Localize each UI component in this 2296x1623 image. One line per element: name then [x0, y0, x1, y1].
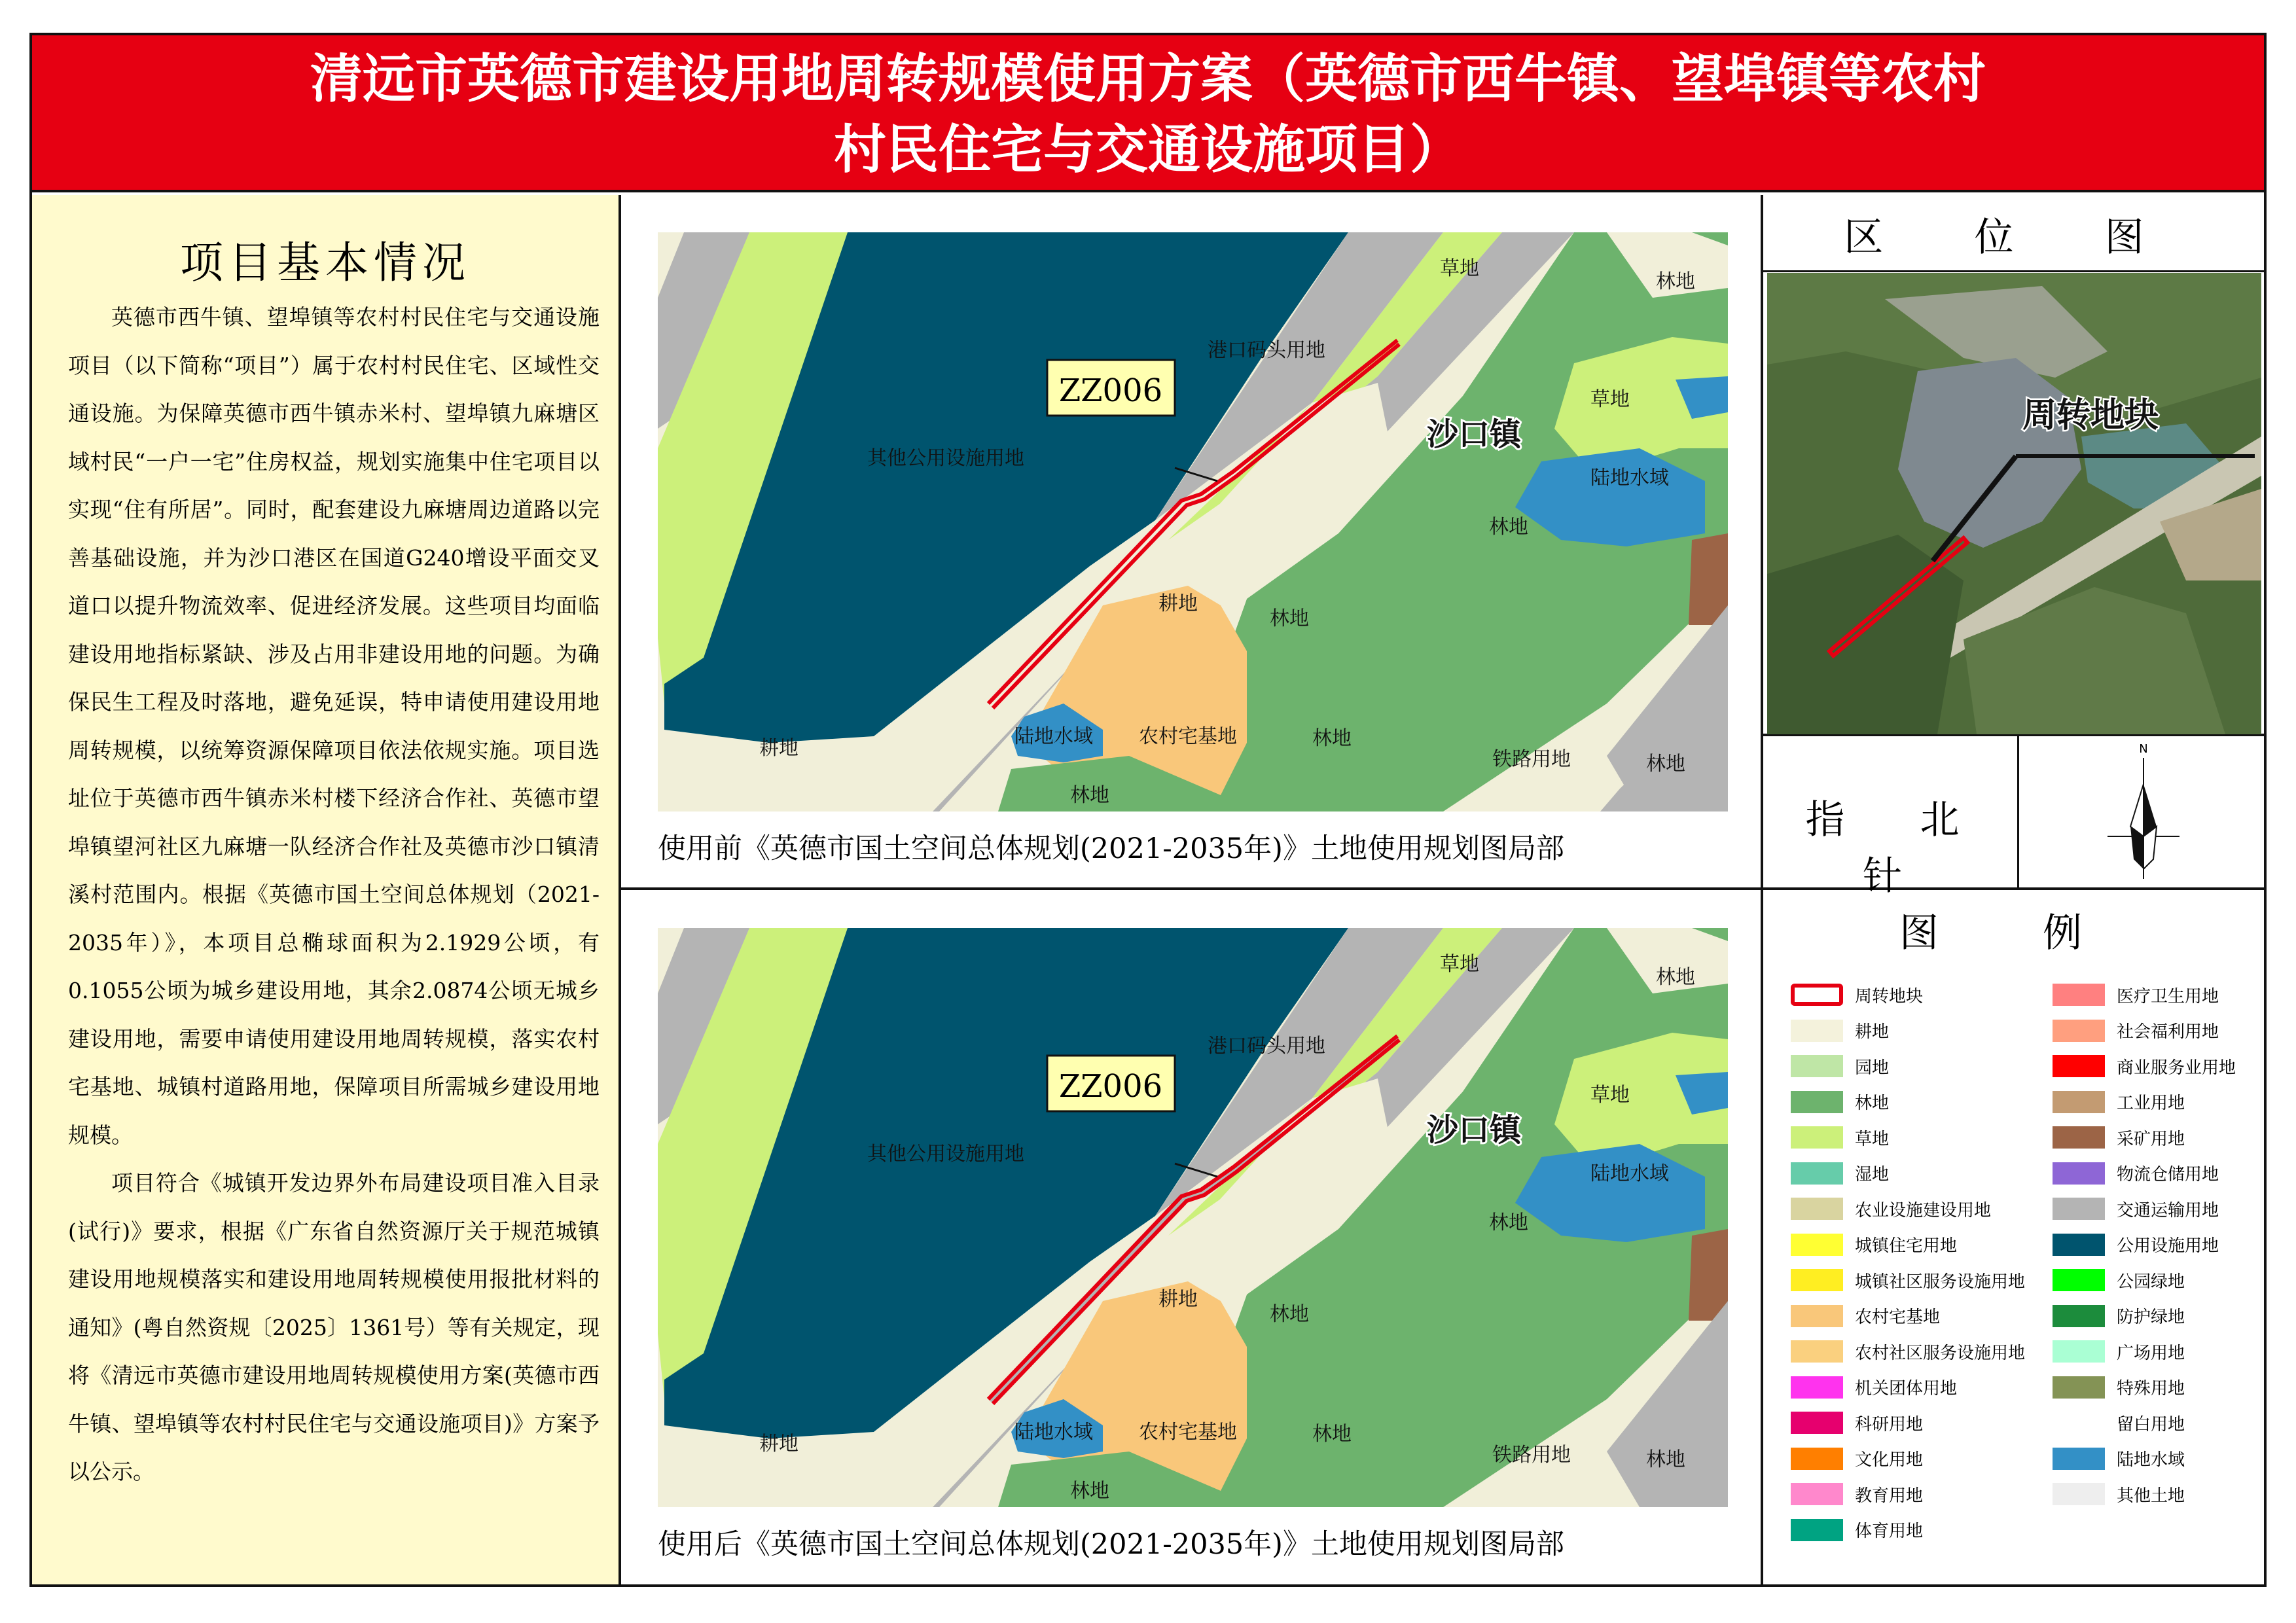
legend-label: 广场用地 [2117, 1343, 2185, 1363]
label-town: 沙口镇 [1427, 1112, 1522, 1149]
legend-label: 医疗卫生用地 [2117, 986, 2219, 1007]
legend-swatch [2053, 1305, 2105, 1327]
label-homestead: 农村宅基地 [1139, 1421, 1237, 1444]
legend-label: 商业服务业用地 [2117, 1058, 2236, 1078]
label-farm-mid: 耕地 [1158, 1288, 1198, 1311]
north-letter: N [2139, 742, 2148, 756]
legend-swatch [2053, 1483, 2105, 1505]
legend-label: 湿地 [1855, 1165, 1890, 1185]
legend-swatch [2053, 1126, 2105, 1149]
legend-item [1791, 1196, 1991, 1222]
legend-swatch [2053, 1020, 2105, 1042]
label-forest-bottom: 林地 [1070, 784, 1109, 807]
legend-item [2053, 1089, 2185, 1115]
legend-label: 耕地 [1855, 1022, 1890, 1042]
project-info-panel [32, 195, 619, 1584]
legend-item [1791, 1232, 1957, 1258]
legend-swatch [1791, 1091, 1843, 1113]
label-forest-tr: 林地 [1656, 270, 1695, 293]
legend-swatch [1791, 1234, 1843, 1256]
label-grass-1: 草地 [1440, 953, 1479, 976]
project-info-body [68, 293, 600, 1496]
label-railway: 铁路用地 [1492, 1444, 1571, 1467]
legend-label: 城镇社区服务设施用地 [1855, 1272, 2026, 1292]
legend-label: 机关团体用地 [1855, 1379, 1958, 1399]
divider-right [1761, 195, 1763, 1587]
legend-label: 特殊用地 [2117, 1379, 2185, 1399]
label-forest-br: 林地 [1646, 753, 1685, 776]
legend-label: 城镇住宅用地 [1855, 1236, 1958, 1256]
legend-swatch [1791, 1340, 1843, 1363]
legend-heading: 图 例 [1899, 910, 2128, 956]
legend-item [2053, 1018, 2219, 1044]
legend-swatch [2053, 1234, 2105, 1256]
legend-label: 农业设施建设用地 [1855, 1200, 1992, 1221]
legend-item [2053, 1374, 2185, 1400]
divider-north-inner [2017, 734, 2019, 889]
divider-left [619, 195, 621, 1587]
legend-swatch [2053, 1376, 2105, 1399]
legend-swatch [2053, 984, 2105, 1006]
legend-item [2053, 1446, 2185, 1472]
legend-item [1791, 1303, 1940, 1329]
label-forest-bottom: 林地 [1070, 1480, 1109, 1503]
legend-swatch [1791, 984, 1843, 1006]
label-water-left: 陆地水域 [1014, 725, 1093, 748]
legend-swatch [2053, 1448, 2105, 1470]
north-arrow-heading: 指 北 针 [1805, 797, 1991, 899]
legend-label: 文化用地 [1855, 1450, 1924, 1470]
label-forest-mid: 林地 [1489, 516, 1528, 539]
legend-swatch [1791, 1126, 1843, 1149]
legend-swatch [2053, 1412, 2105, 1434]
legend-item [2053, 1160, 2219, 1186]
legend-swatch [1791, 1269, 1843, 1291]
caption-before: 使用前《英德市国土空间总体规划(2021-2035年)》土地使用规划图局部 [658, 832, 1564, 865]
caption-after: 使用后《英德市国土空间总体规划(2021-2035年)》土地使用规划图局部 [658, 1528, 1564, 1561]
label-forest-mid: 林地 [1489, 1211, 1528, 1234]
legend-swatch [1791, 1412, 1843, 1434]
legend-swatch [1791, 1198, 1843, 1220]
legend-item [1791, 1410, 1923, 1436]
legend-label: 物流仓储用地 [2117, 1165, 2219, 1185]
legend-swatch [1791, 1376, 1843, 1399]
legend-item [2053, 1267, 2185, 1293]
plot-id: ZZ006 [1058, 372, 1163, 409]
project-info-heading: 项目基本情况 [180, 238, 471, 288]
legend-label: 社会福利用地 [2117, 1022, 2219, 1042]
label-railway: 铁路用地 [1492, 748, 1571, 771]
title-line-1: 清远市英德市建设用地周转规模使用方案（英德市西牛镇、望埠镇等农村 [310, 48, 1986, 109]
legend-swatch [1791, 1519, 1843, 1541]
legend-item [1791, 1124, 1889, 1150]
divider-maps [621, 887, 1761, 890]
legend-item [1791, 1053, 1889, 1079]
plot-id: ZZ006 [1058, 1068, 1163, 1105]
legend-swatch [2053, 1055, 2105, 1077]
legend-label: 工业用地 [2117, 1094, 2185, 1113]
legend-item [1791, 982, 1923, 1008]
legend-swatch [2053, 1340, 2105, 1363]
legend-item [2053, 1303, 2185, 1329]
legend-swatch [2053, 1269, 2105, 1291]
legend-label: 园地 [1855, 1058, 1890, 1078]
legend-label: 林地 [1855, 1094, 1890, 1113]
location-map-heading: 区 位 图 [1844, 215, 2183, 260]
mining-area [1689, 1229, 1728, 1321]
legend-item [2053, 1232, 2219, 1258]
label-farm-left: 耕地 [759, 1433, 798, 1455]
legend-label: 陆地水域 [2117, 1450, 2185, 1470]
label-grass-1: 草地 [1440, 257, 1479, 280]
divider-location-title [1763, 270, 2264, 272]
mining-area [1689, 533, 1728, 625]
north-arrow-icon [2094, 738, 2193, 885]
legend-label: 农村宅基地 [1855, 1308, 1941, 1327]
label-forest-b: 林地 [1312, 727, 1352, 750]
legend-label: 交通运输用地 [2117, 1200, 2219, 1221]
map-before [658, 232, 1728, 812]
label-water-right: 陆地水域 [1590, 1162, 1669, 1185]
legend-label: 公园绿地 [2117, 1272, 2185, 1292]
legend-item [1791, 1160, 1889, 1186]
label-homestead: 农村宅基地 [1139, 725, 1237, 748]
label-water-left: 陆地水域 [1014, 1421, 1093, 1444]
legend-item [2053, 1410, 2185, 1436]
legend-swatch [1791, 1020, 1843, 1042]
label-forest-c: 林地 [1270, 607, 1309, 630]
legend-label: 采矿用地 [2117, 1129, 2185, 1149]
legend-swatch [2053, 1162, 2105, 1185]
legend-swatch [1791, 1055, 1843, 1077]
legend-item [2053, 982, 2219, 1008]
legend-item [1791, 1374, 1957, 1400]
label-port: 港口码头用地 [1208, 339, 1325, 362]
label-grass-2: 草地 [1590, 388, 1630, 411]
legend-swatch [1791, 1483, 1843, 1505]
legend-item [2053, 1053, 2236, 1079]
legend-label: 公用设施用地 [2117, 1236, 2219, 1256]
label-forest-c: 林地 [1270, 1303, 1309, 1326]
legend-swatch [1791, 1448, 1843, 1470]
legend-item [1791, 1018, 1889, 1044]
legend-item [1791, 1089, 1889, 1115]
legend-label: 教育用地 [1855, 1486, 1924, 1506]
legend-label: 其他土地 [2117, 1486, 2185, 1506]
label-town: 沙口镇 [1427, 416, 1522, 453]
label-water-right: 陆地水域 [1590, 467, 1669, 490]
location-plot-label: 周转地块 [2022, 395, 2159, 435]
legend-label: 科研用地 [1855, 1414, 1924, 1435]
legend-label: 留白用地 [2117, 1414, 2185, 1435]
label-farm-mid: 耕地 [1158, 592, 1198, 615]
legend-item [1791, 1446, 1923, 1472]
location-satellite-map [1767, 273, 2261, 734]
project-info-para-2: 项目符合《城镇开发边界外布局建设项目准入目录(试行)》要求，根据《广东省自然资源厅关于规范城镇建设用地规模落实和建设用地周转规模使用报批材料的通知》(粤自然资规〔2025〕1361号）等有关规定，现将《清远市英德市建设用地周转规模使用方案(英德市西牛镇、望埠镇等农村村民住宅与交通设施项目)》方案予以公示。 [68, 1170, 600, 1484]
legend-item [1791, 1517, 1923, 1543]
page-title [32, 35, 2264, 192]
legend-item [2053, 1338, 2185, 1364]
legend-swatch [1791, 1305, 1843, 1327]
label-grass-2: 草地 [1590, 1084, 1630, 1107]
label-port: 港口码头用地 [1208, 1035, 1325, 1058]
title-line-2: 村民住宅与交通设施项目） [834, 118, 1462, 180]
label-public-facility: 其他公用设施用地 [867, 1143, 1024, 1166]
label-forest-b: 林地 [1312, 1423, 1352, 1446]
legend-swatch [2053, 1198, 2105, 1220]
legend-swatch [1791, 1162, 1843, 1185]
legend-label: 防护绿地 [2117, 1308, 2185, 1327]
legend-label: 周转地块 [1855, 986, 1924, 1007]
legend-item [2053, 1124, 2185, 1150]
legend-label: 体育用地 [1855, 1522, 1924, 1541]
label-forest-br: 林地 [1646, 1448, 1685, 1471]
legend-label: 草地 [1855, 1129, 1890, 1149]
legend-item [1791, 1481, 1923, 1507]
label-farm-left: 耕地 [759, 737, 798, 760]
legend-item [2053, 1481, 2185, 1507]
legend-swatch [2053, 1091, 2105, 1113]
legend-item [2053, 1196, 2219, 1222]
label-public-facility: 其他公用设施用地 [867, 447, 1024, 470]
map-after [658, 928, 1728, 1507]
project-info-para-1: 英德市西牛镇、望埠镇等农村村民住宅与交通设施项目（以下简称“项目”）属于农村村民住宅、区域性交通设施。为保障英德市西牛镇赤米村、望埠镇九麻塘区域村民“一户一宅”住房权益，规划实施集中住宅项目以实现“住有所居”。同时，配套建设九麻塘周边道路以完善基础设施，并为沙口港区在国道G240增设平面交叉道口以提升物流效率、促进经济发展。这些项目均面临建设用地指标紧缺、涉及占用非建设用地的问题。为确保民生工程及时落地，避免延误，特申请使用建设用地周转规模，以统筹资源保障项目依法依规实施。项目选址位于英德市西牛镇赤米村楼下经济合作社、英德市望埠镇望河社区九麻塘一队经济合作社及英德市沙口镇清溪村范围内。根据《英德市国土空间总体规划（2021-2035年）》，本项目总椭球面积为2.1929公顷，有0.1055公顷为城乡建设用地，其余2.0874公顷无城乡建设用地，需要申请使用建设用地周转规模，落实农村宅基地、城镇村道路用地，保障项目所需城乡建设用地规模。 [68, 304, 600, 1148]
legend-label: 农村社区服务设施用地 [1855, 1343, 2026, 1363]
label-forest-tr: 林地 [1656, 966, 1695, 989]
legend-item [1791, 1267, 2025, 1293]
legend-item [1791, 1338, 2025, 1364]
